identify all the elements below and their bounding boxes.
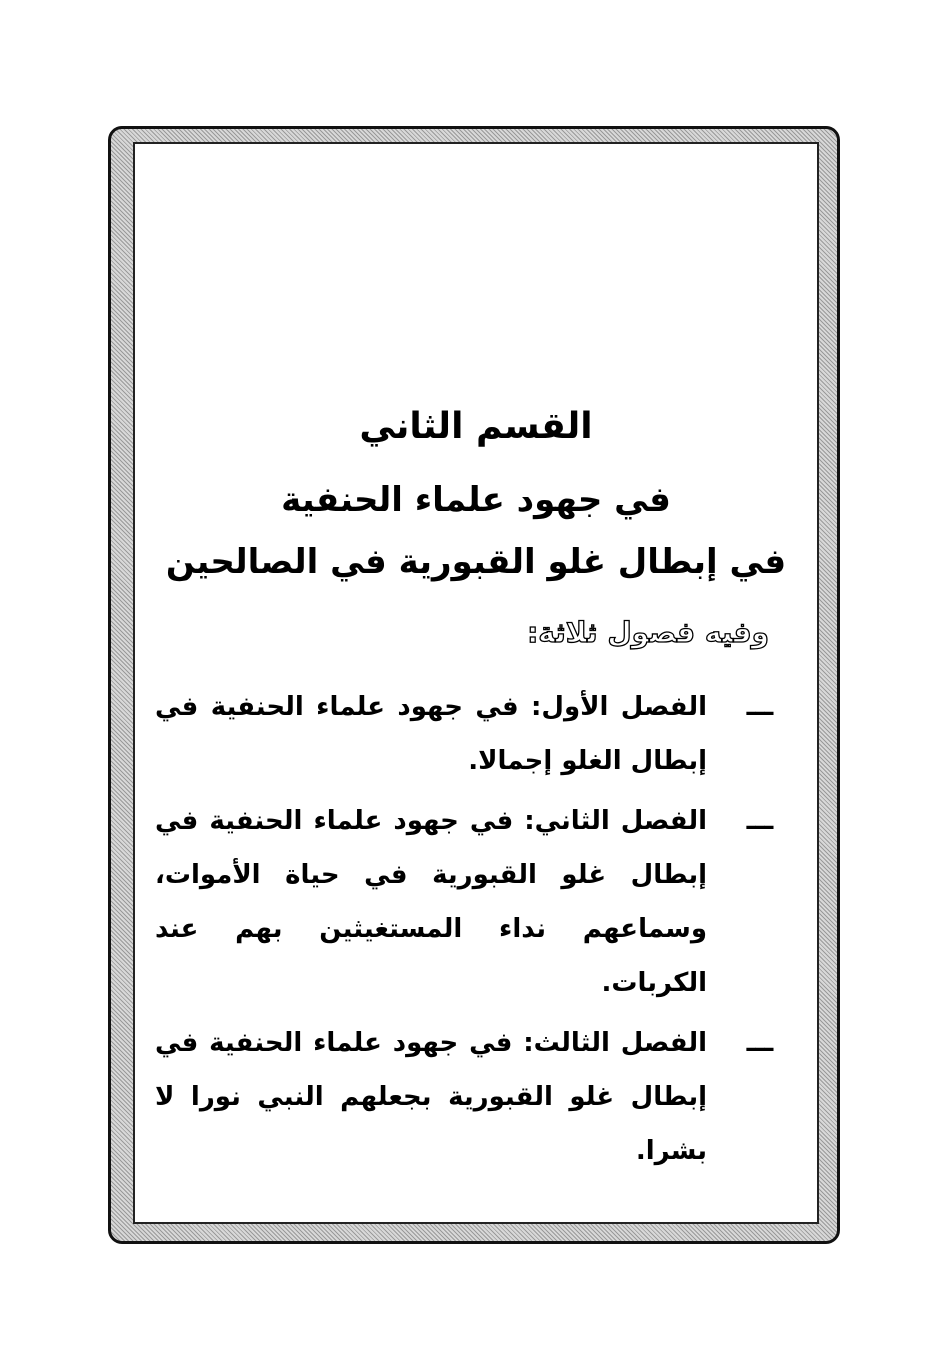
chapter-item-3 — [155, 1016, 775, 1178]
page-content — [135, 144, 817, 1222]
chapter-text: الفصل الثاني: في جهود علماء الحنفية في إبطال غلو القبورية في حياة الأموات، وسماعهم نداء المستغيثين بهم عند الكربات. — [155, 806, 707, 998]
page-panel — [133, 142, 819, 1224]
chapter-dash: ـــ — [746, 692, 774, 722]
section-subtitle-line2: في إبطال غلو القبورية في الصالحين — [165, 542, 787, 582]
section-title: القسم الثاني — [359, 406, 593, 447]
chapter-dash: ـــ — [746, 806, 774, 836]
chapters-intro: وفيه فصول ثلاثة: — [527, 616, 769, 649]
page-border-frame — [108, 126, 840, 1244]
chapter-text: الفصل الثالث: في جهود علماء الحنفية في إبطال غلو القبورية بجعلهم النبي نورا لا بشرا. — [155, 1028, 707, 1166]
chapter-text: الفصل الأول: في جهود علماء الحنفية في إبطال الغلو إجمالا. — [155, 692, 707, 776]
chapter-item-1 — [155, 680, 775, 788]
chapter-dash: ـــ — [746, 1028, 774, 1058]
chapter-list — [155, 680, 775, 1184]
chapter-item-2 — [155, 794, 775, 1010]
section-subtitle-line1: في جهود علماء الحنفية — [281, 480, 671, 520]
